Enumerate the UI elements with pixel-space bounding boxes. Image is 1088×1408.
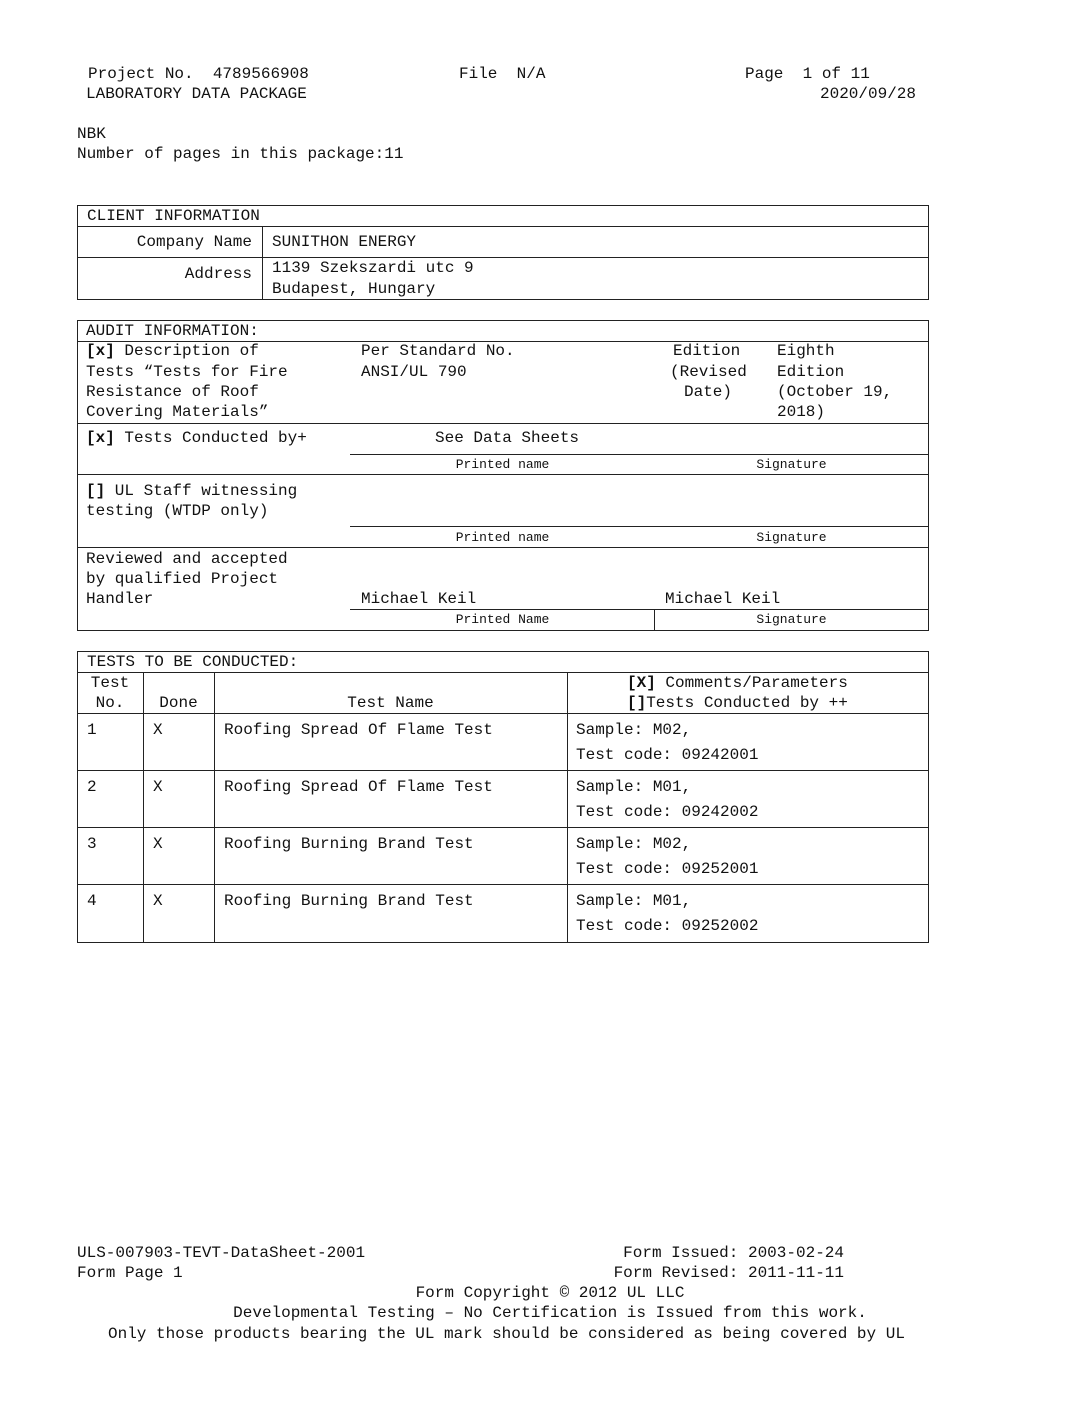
reviewed-line-3: Handler xyxy=(86,590,154,608)
comments-checkbox: [X] xyxy=(627,674,656,692)
row-4-done: X xyxy=(153,892,163,910)
address-line-1: 1139 Szekszardi utc 9 xyxy=(272,259,474,277)
form-issued: Form Issued: 2003-02-24 xyxy=(623,1244,844,1262)
form-revised: Form Revised: 2011-11-11 xyxy=(613,1264,844,1282)
signature-caption-1: Signature xyxy=(756,457,827,472)
column-header-comments: [X] Comments/Parameters xyxy=(627,674,848,692)
company-name-value: SUNITHON ENERGY xyxy=(272,233,417,251)
row-3-test-no: 3 xyxy=(87,835,97,853)
form-id: ULS-007903-TEVT-DataSheet-2001 xyxy=(77,1244,366,1262)
description-line-4: Covering Materials” xyxy=(86,403,269,421)
row-1-test-no: 1 xyxy=(87,721,97,739)
column-header-test-no-2: No. xyxy=(95,694,125,712)
file-label: File N/A xyxy=(459,65,546,83)
row-2-test-no: 2 xyxy=(87,778,97,796)
company-name-label: Company Name xyxy=(136,233,252,251)
signature-caption-2: Signature xyxy=(756,530,827,545)
tests-section-title: TESTS TO BE CONDUCTED: xyxy=(87,653,299,671)
row-4-sample: Sample: M01, xyxy=(576,892,692,910)
standard-value: ANSI/UL 790 xyxy=(361,363,467,381)
row-3-test-name: Roofing Burning Brand Test xyxy=(224,835,474,853)
project-number: 4789566908 xyxy=(212,65,309,83)
package-title: LABORATORY DATA PACKAGE xyxy=(86,85,307,103)
row-3-test-code: Test code: 09252001 xyxy=(576,860,759,878)
edition-label-1: Edition xyxy=(673,342,741,360)
description-checkbox: [x] xyxy=(86,342,115,360)
developmental-notice: Developmental Testing – No Certification is Issued from this work. xyxy=(233,1304,867,1322)
tests-by-checkbox: [] xyxy=(627,694,647,712)
package-date: 2020/09/28 xyxy=(819,85,916,103)
page-value: 1 of 11 xyxy=(802,65,870,83)
file-value: N/A xyxy=(516,65,546,83)
signature-caption-3: Signature xyxy=(756,612,827,627)
page-indicator: Page 1 of 11 xyxy=(745,65,870,83)
row-1-done: X xyxy=(153,721,163,739)
tests-conducted-by-value: See Data Sheets xyxy=(435,429,580,447)
edition-value-3: (October 19, xyxy=(777,383,893,401)
column-header-test-no-1: Test xyxy=(90,674,130,692)
client-section-title: CLIENT INFORMATION xyxy=(87,207,260,225)
row-3-sample: Sample: M02, xyxy=(576,835,692,853)
address-line-2: Budapest, Hungary xyxy=(272,280,436,298)
description-line-2: Tests “Tests for Fire xyxy=(86,363,288,381)
row-4-test-code: Test code: 09252002 xyxy=(576,917,759,935)
row-1-sample: Sample: M02, xyxy=(576,721,692,739)
description-checkbox-line: [x] Description of xyxy=(86,342,259,360)
printed-name-caption-2: Printed name xyxy=(455,530,550,545)
nbk-label: NBK xyxy=(77,125,106,143)
reviewed-line-1: Reviewed and accepted xyxy=(86,550,288,568)
edition-value-2: Edition xyxy=(777,363,845,381)
edition-value-4: 2018) xyxy=(777,403,826,421)
row-2-sample: Sample: M01, xyxy=(576,778,692,796)
row-1-test-name: Roofing Spread Of Flame Test xyxy=(224,721,493,739)
description-line-3: Resistance of Roof xyxy=(86,383,259,401)
project-number-label: Project No. 4789566908 xyxy=(88,65,309,83)
tests-conducted-checkbox: [x] xyxy=(86,429,115,447)
printed-name-caption-3: Printed Name xyxy=(455,612,550,627)
row-2-done: X xyxy=(153,778,163,796)
row-1-test-code: Test code: 09242001 xyxy=(576,746,759,764)
form-page: Form Page 1 xyxy=(77,1264,183,1282)
staff-witnessing-line-2: testing (WTDP only) xyxy=(86,502,269,520)
address-label: Address xyxy=(184,265,252,283)
reviewed-line-2: by qualified Project xyxy=(86,570,279,588)
column-header-test-name: Test Name xyxy=(347,694,434,712)
audit-section-title: AUDIT INFORMATION: xyxy=(86,322,259,340)
edition-label-3: Date) xyxy=(684,383,733,401)
printed-name-caption-1: Printed name xyxy=(455,457,550,472)
staff-witnessing-checkbox: [] xyxy=(86,482,106,500)
staff-witnessing-label: [] UL Staff witnessing xyxy=(86,482,298,500)
tests-conducted-by-label: [x] Tests Conducted by+ xyxy=(86,429,307,447)
row-3-done: X xyxy=(153,835,163,853)
column-header-done: Done xyxy=(159,694,198,712)
row-4-test-no: 4 xyxy=(87,892,97,910)
form-copyright: Form Copyright © 2012 UL LLC xyxy=(415,1284,685,1302)
standard-label: Per Standard No. xyxy=(361,342,515,360)
handler-printed-name: Michael Keil xyxy=(361,590,477,608)
handler-signature: Michael Keil xyxy=(665,590,781,608)
page-count-text: Number of pages in this package:11 xyxy=(77,145,404,163)
row-4-test-name: Roofing Burning Brand Test xyxy=(224,892,474,910)
row-2-test-code: Test code: 09242002 xyxy=(576,803,759,821)
column-header-tests-by: []Tests Conducted by ++ xyxy=(627,694,848,712)
row-2-test-name: Roofing Spread Of Flame Test xyxy=(224,778,493,796)
edition-value-1: Eighth xyxy=(777,342,835,360)
edition-label-2: (Revised xyxy=(670,363,747,381)
ul-mark-notice: Only those products bearing the UL mark should be considered as being covered by UL xyxy=(108,1325,905,1343)
